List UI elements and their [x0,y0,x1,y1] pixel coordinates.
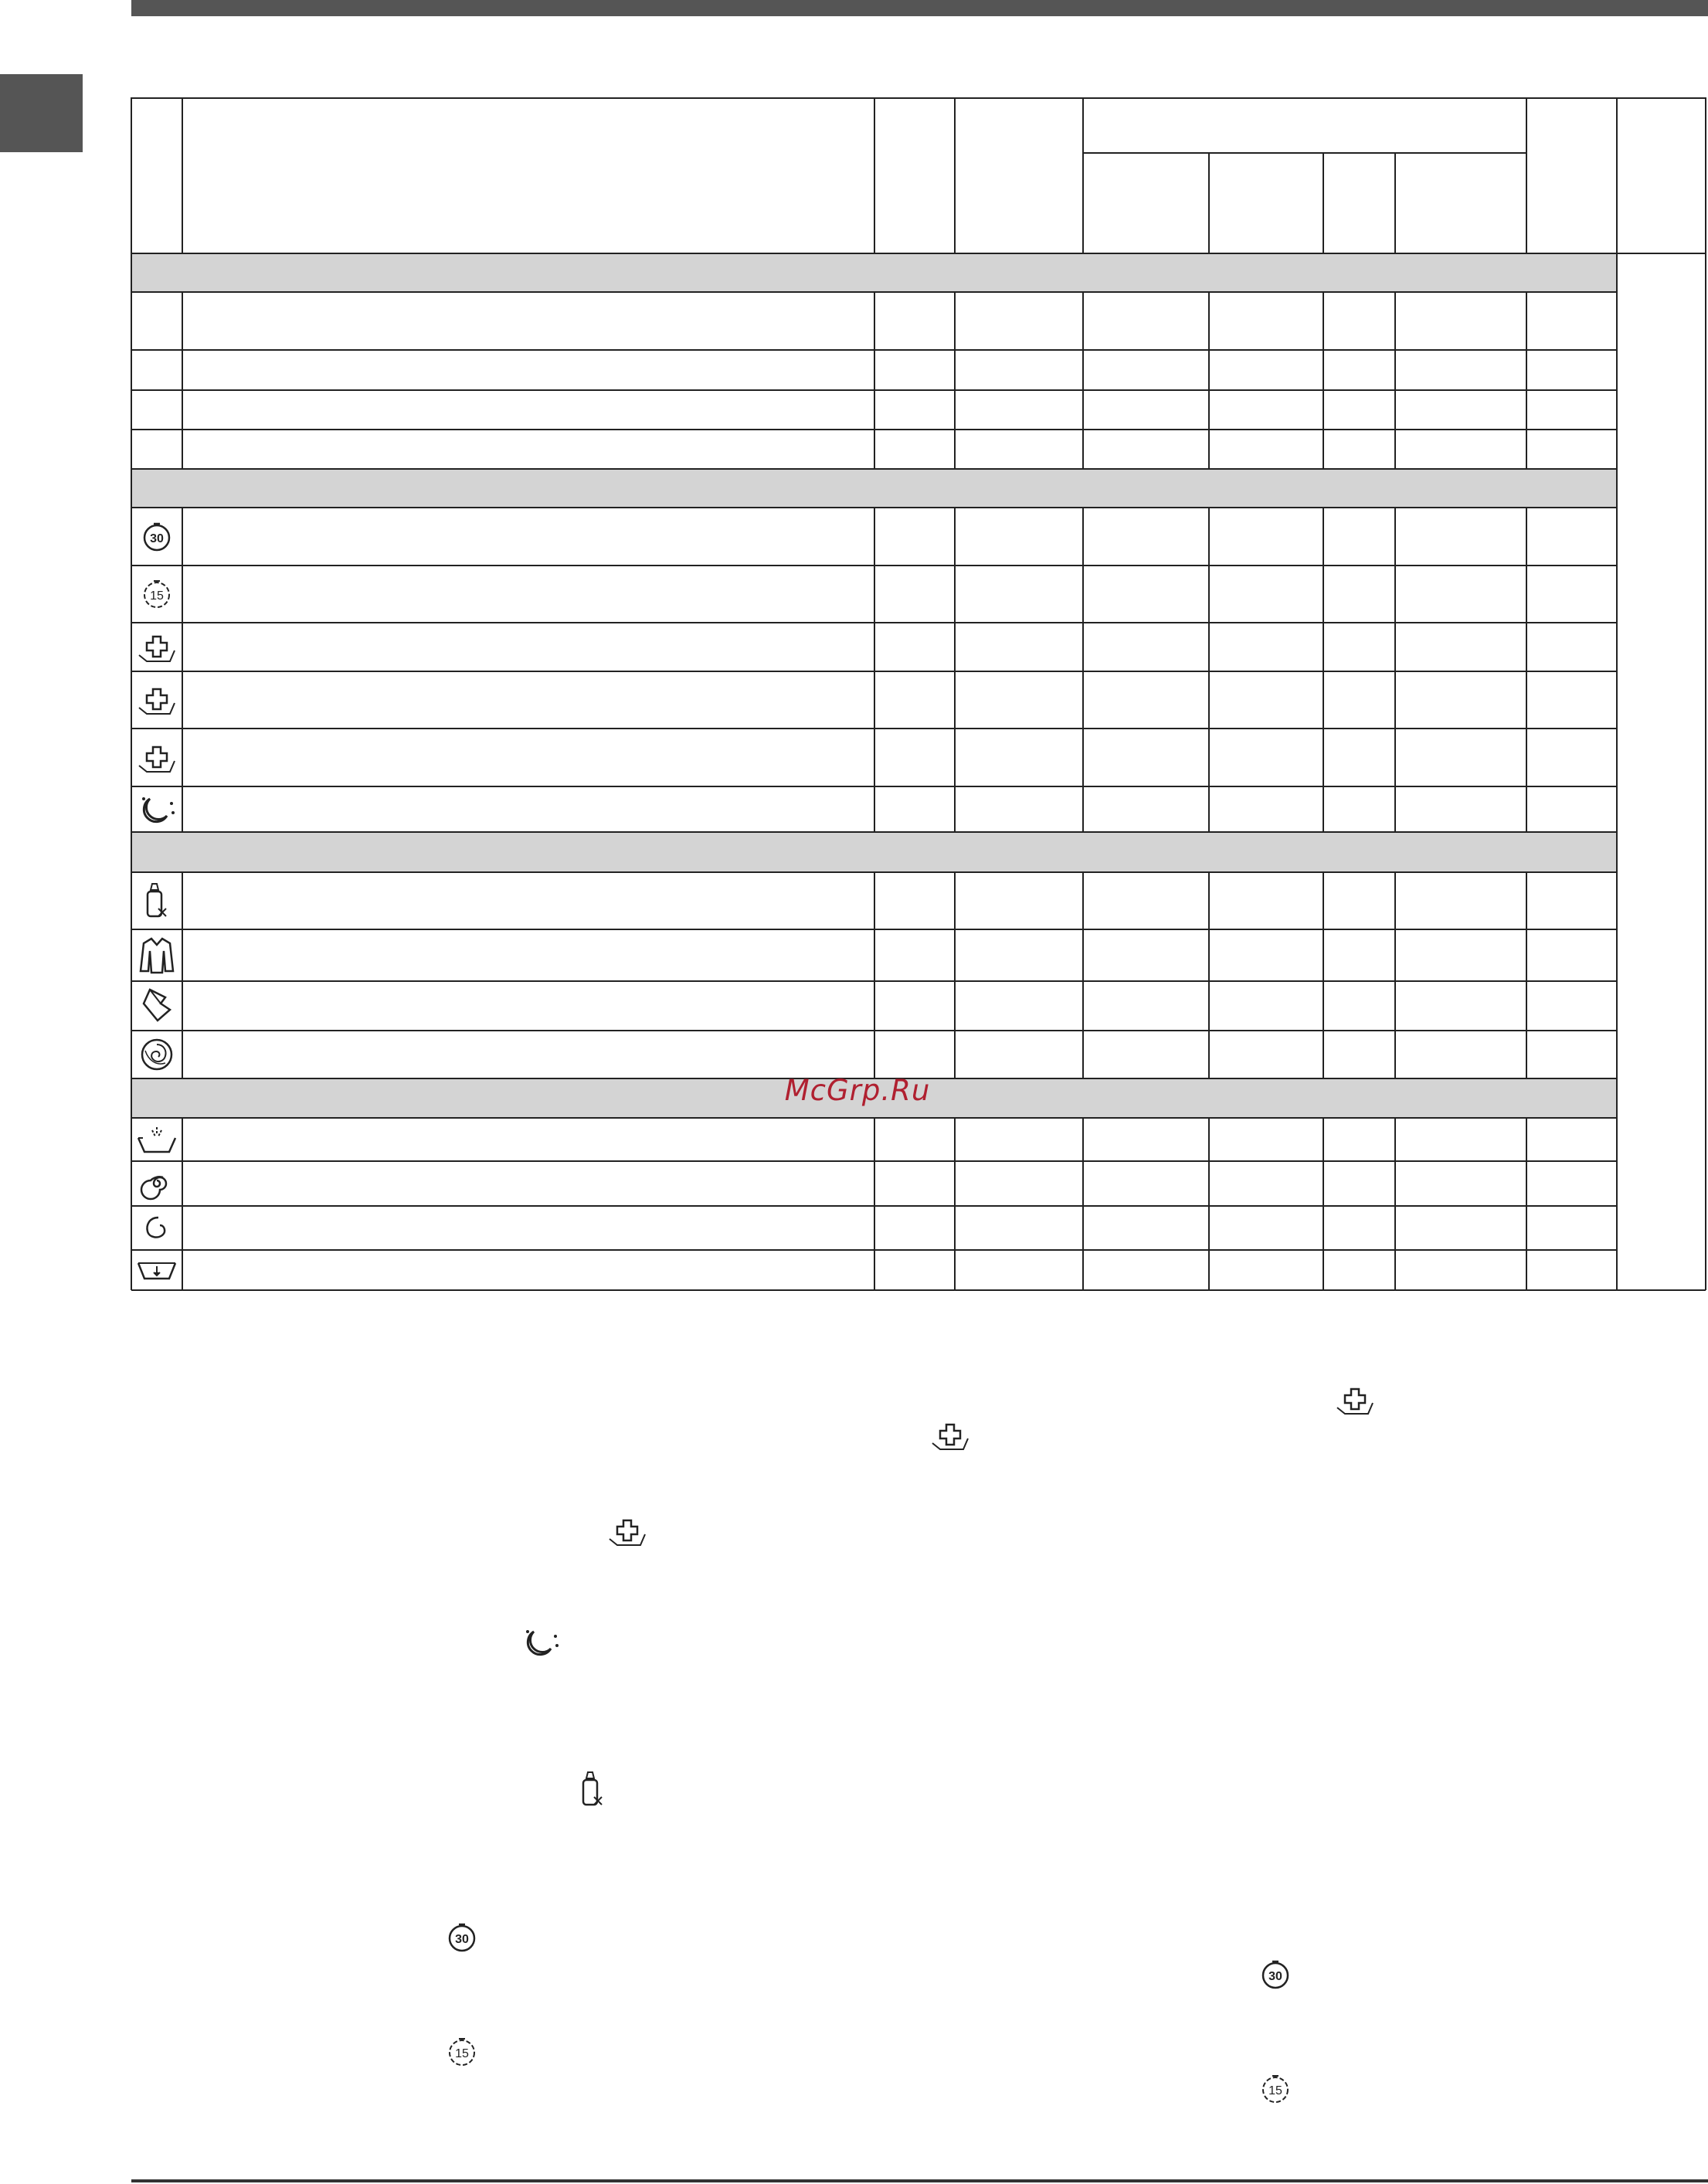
svg-text:15: 15 [150,589,164,603]
cross-cloth-icon [136,684,178,715]
timer-30-icon [1258,1958,1292,1992]
cross-cloth-icon [136,632,178,663]
baby-bottle-icon [141,881,172,921]
shirt-icon [138,936,176,976]
table-header [131,98,1706,253]
night-moon-icon [520,1625,562,1659]
spin-icon [140,1167,174,1201]
drain-icon [140,1211,174,1245]
silk-icon [139,987,175,1025]
cross-cloth-icon [136,742,178,773]
night-moon-icon [136,793,178,827]
rinse-icon [135,1124,178,1155]
cross-cloth-icon [606,1516,648,1547]
cross-cloth-icon [929,1420,971,1451]
svg-text:30: 30 [455,1933,469,1946]
svg-text:30: 30 [150,532,164,545]
section-header-row [131,832,1617,872]
svg-text:15: 15 [455,2047,469,2060]
timer-15-icon [1258,2072,1292,2106]
section-header-row [131,253,1617,292]
wool-icon [139,1037,175,1072]
timer-30-icon [445,1921,479,1955]
svg-text:15: 15 [1268,2084,1282,2097]
drain-basin-icon [135,1257,178,1283]
timer-15-icon [140,577,174,611]
bottom-rule [131,2179,1708,2182]
baby-bottle-icon [577,1769,608,1809]
timer-30-icon [140,520,174,554]
section-header-row [131,469,1617,508]
watermark: McGrp.Ru [784,1074,931,1107]
cross-cloth-icon [1334,1384,1376,1415]
svg-text:30: 30 [1268,1970,1282,1983]
timer-15-icon [445,2035,479,2069]
